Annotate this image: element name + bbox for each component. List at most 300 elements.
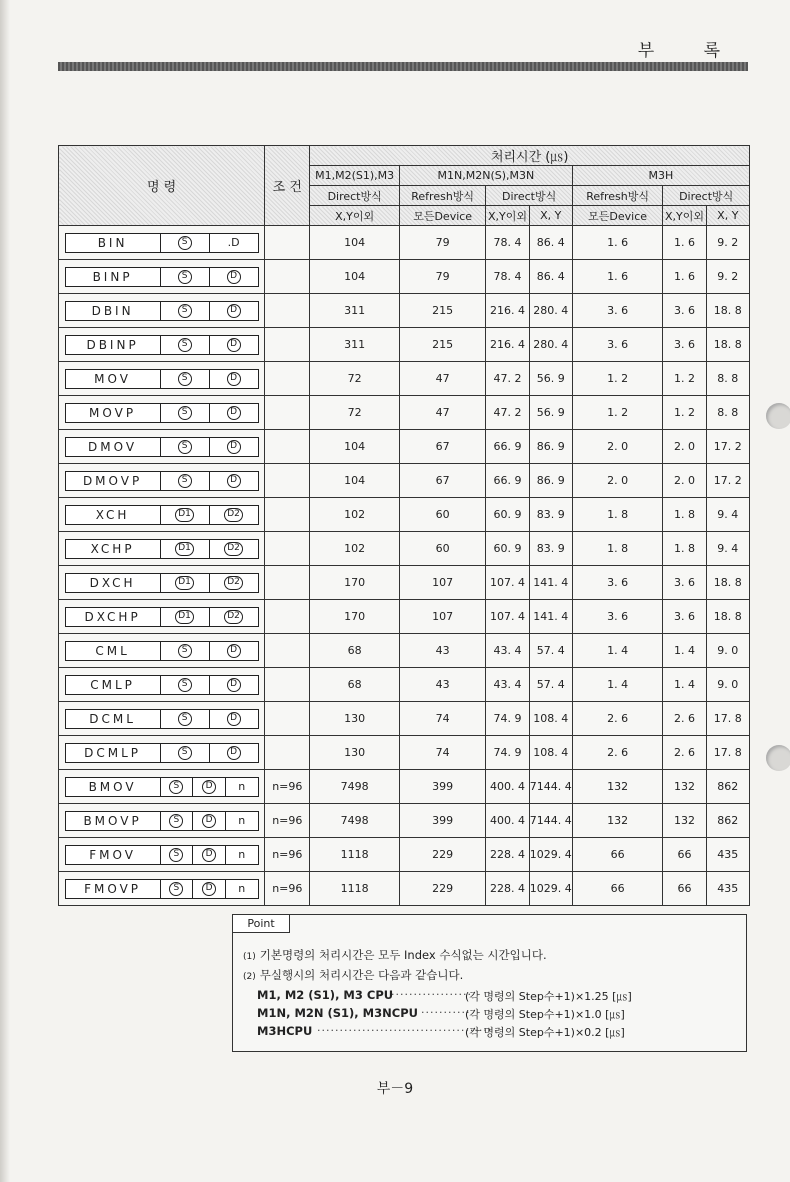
time-value-cell: 66. 9 bbox=[486, 430, 529, 464]
time-value-cell: 66. 9 bbox=[486, 464, 529, 498]
time-value-cell: 862 bbox=[706, 770, 749, 804]
operand-n: n bbox=[238, 882, 246, 895]
time-value-cell: 1. 2 bbox=[663, 396, 706, 430]
time-value-cell: 66 bbox=[572, 872, 663, 906]
instruction-symbol bbox=[65, 301, 259, 321]
time-value-cell: 102 bbox=[310, 498, 400, 532]
table-row bbox=[59, 872, 750, 906]
cpu-name-2: M1N, M2N (S1), M3NCPU bbox=[257, 1006, 418, 1020]
operand-d: D bbox=[202, 780, 216, 794]
time-value-cell: 280. 4 bbox=[529, 328, 572, 362]
header-method-direct-1: Direct방식 bbox=[310, 186, 400, 206]
instruction-name: BIN bbox=[66, 234, 161, 252]
table-row bbox=[59, 532, 750, 566]
time-value-cell: 86. 9 bbox=[529, 430, 572, 464]
time-value-cell: 104 bbox=[310, 464, 400, 498]
condition-cell bbox=[265, 702, 310, 736]
time-value-cell: 3. 6 bbox=[663, 566, 706, 600]
operand-s: S bbox=[178, 644, 192, 658]
time-value-cell: 67 bbox=[399, 430, 485, 464]
time-value-cell: 1118 bbox=[310, 872, 400, 906]
time-value-cell: 104 bbox=[310, 430, 400, 464]
instruction-symbol bbox=[65, 403, 259, 423]
operand-s: S bbox=[178, 372, 192, 386]
operand-cell bbox=[210, 744, 258, 762]
table-row bbox=[59, 464, 750, 498]
time-value-cell: 311 bbox=[310, 294, 400, 328]
operand-d: D bbox=[227, 474, 241, 488]
time-value-cell: 83. 9 bbox=[529, 532, 572, 566]
operand-d: D bbox=[227, 440, 241, 454]
table-row bbox=[59, 736, 750, 770]
condition-cell bbox=[265, 362, 310, 396]
operand-cell bbox=[210, 404, 258, 422]
operand-cell bbox=[226, 880, 258, 898]
time-value-cell: 1029. 4 bbox=[529, 838, 572, 872]
time-value-cell: 56. 9 bbox=[529, 396, 572, 430]
operand-cell bbox=[193, 778, 226, 796]
time-value-cell: 3. 6 bbox=[572, 566, 663, 600]
instruction-symbol bbox=[65, 879, 259, 899]
instruction-symbol bbox=[65, 573, 259, 593]
instruction-cell bbox=[59, 566, 265, 600]
time-value-cell: 57. 4 bbox=[529, 668, 572, 702]
time-value-cell: 862 bbox=[706, 804, 749, 838]
time-value-cell: 67 bbox=[399, 464, 485, 498]
instruction-name: FMOV bbox=[66, 846, 161, 864]
operand-cell bbox=[210, 710, 258, 728]
time-value-cell: 280. 4 bbox=[529, 294, 572, 328]
header-processing-time: 처리시간 (㎲) bbox=[310, 146, 750, 166]
processing-time-table bbox=[58, 145, 750, 906]
time-value-cell: 17. 8 bbox=[706, 736, 749, 770]
operand-cell bbox=[161, 812, 194, 830]
operand-s: S bbox=[169, 814, 183, 828]
header-sub-xy-2: X, Y bbox=[706, 206, 749, 226]
binder-hole-top bbox=[766, 403, 790, 429]
operand-n: n bbox=[238, 848, 246, 861]
condition-cell bbox=[265, 600, 310, 634]
time-value-cell: 3. 6 bbox=[663, 328, 706, 362]
instruction-name: DCML bbox=[66, 710, 161, 728]
table-row bbox=[59, 396, 750, 430]
time-value-cell: 399 bbox=[399, 804, 485, 838]
instruction-cell bbox=[59, 702, 265, 736]
time-value-cell: 3. 6 bbox=[663, 600, 706, 634]
time-value-cell: 228. 4 bbox=[486, 838, 529, 872]
time-value-cell: 3. 6 bbox=[572, 294, 663, 328]
header-sub-xy-except-2: X,Y이외 bbox=[486, 206, 529, 226]
instruction-cell bbox=[59, 634, 265, 668]
time-value-cell: 78. 4 bbox=[486, 226, 529, 260]
operand-s: S bbox=[178, 440, 192, 454]
operand-cell bbox=[210, 642, 258, 660]
time-value-cell: 1. 6 bbox=[572, 260, 663, 294]
time-value-cell: 9. 2 bbox=[706, 260, 749, 294]
time-value-cell: 132 bbox=[572, 770, 663, 804]
operand-cell bbox=[193, 812, 226, 830]
operand-d1: D1 bbox=[175, 508, 194, 522]
table-header bbox=[59, 146, 750, 226]
operand-cell bbox=[210, 540, 258, 558]
condition-cell bbox=[265, 566, 310, 600]
operand-cell bbox=[161, 540, 210, 558]
time-value-cell: 1. 6 bbox=[572, 226, 663, 260]
condition-cell bbox=[265, 294, 310, 328]
operand-cell bbox=[161, 336, 210, 354]
operand-s: S bbox=[169, 780, 183, 794]
time-value-cell: 74. 9 bbox=[486, 736, 529, 770]
time-value-cell: 107. 4 bbox=[486, 600, 529, 634]
time-value-cell: 1. 8 bbox=[572, 498, 663, 532]
operand-cell bbox=[161, 778, 194, 796]
time-value-cell: 86. 4 bbox=[529, 260, 572, 294]
instruction-cell bbox=[59, 736, 265, 770]
header-title: 부 록 bbox=[637, 41, 742, 61]
instruction-name: DXCHP bbox=[66, 608, 161, 626]
condition-cell bbox=[265, 634, 310, 668]
instruction-symbol bbox=[65, 471, 259, 491]
operand-d: D bbox=[227, 644, 241, 658]
instruction-cell bbox=[59, 294, 265, 328]
operand-cell bbox=[210, 676, 258, 694]
operand-d: D bbox=[202, 882, 216, 896]
time-value-cell: 107 bbox=[399, 600, 485, 634]
operand-cell bbox=[193, 846, 226, 864]
header-method-direct-3: Direct방식 bbox=[663, 186, 750, 206]
time-value-cell: 43. 4 bbox=[486, 668, 529, 702]
operand-d: D bbox=[227, 712, 241, 726]
time-value-cell: 47. 2 bbox=[486, 396, 529, 430]
time-value-cell: 9. 0 bbox=[706, 668, 749, 702]
time-value-cell: 47. 2 bbox=[486, 362, 529, 396]
operand-d2: D2 bbox=[224, 576, 243, 590]
instruction-symbol bbox=[65, 607, 259, 627]
instruction-symbol bbox=[65, 335, 259, 355]
operand-cell bbox=[193, 880, 226, 898]
time-value-cell: 2. 0 bbox=[572, 430, 663, 464]
instruction-symbol bbox=[65, 675, 259, 695]
operand-cell bbox=[210, 472, 258, 490]
time-value-cell: 57. 4 bbox=[529, 634, 572, 668]
leader-dots-3: ······································· bbox=[317, 1024, 493, 1037]
condition-cell: n=96 bbox=[265, 872, 310, 906]
operand-cell bbox=[161, 710, 210, 728]
condition-cell bbox=[265, 736, 310, 770]
time-value-cell: 229 bbox=[399, 838, 485, 872]
time-value-cell: 1029. 4 bbox=[529, 872, 572, 906]
operand-cell bbox=[226, 846, 258, 864]
instruction-symbol bbox=[65, 369, 259, 389]
operand-d: D bbox=[227, 746, 241, 760]
instruction-name: BMOVP bbox=[66, 812, 161, 830]
instruction-name: BMOV bbox=[66, 778, 161, 796]
instruction-cell bbox=[59, 532, 265, 566]
time-value-cell: 3. 6 bbox=[572, 328, 663, 362]
instruction-name: DXCH bbox=[66, 574, 161, 592]
time-value-cell: 216. 4 bbox=[486, 294, 529, 328]
operand-s: S bbox=[178, 236, 192, 250]
instruction-name: XCH bbox=[66, 506, 161, 524]
time-value-cell: 2. 6 bbox=[663, 736, 706, 770]
instruction-cell bbox=[59, 872, 265, 906]
operand-cell bbox=[161, 268, 210, 286]
point-box bbox=[232, 914, 747, 1052]
header-sub-all-device-1: 모든Device bbox=[399, 206, 485, 226]
condition-cell bbox=[265, 260, 310, 294]
time-value-cell: 66 bbox=[663, 838, 706, 872]
time-value-cell: 66 bbox=[663, 872, 706, 906]
page-edge-shadow bbox=[0, 0, 10, 1182]
operand-d: D bbox=[227, 372, 241, 386]
header-group-m1n: M1N,M2N(S),M3N bbox=[399, 166, 572, 186]
instruction-symbol bbox=[65, 845, 259, 865]
time-value-cell: 79 bbox=[399, 260, 485, 294]
instruction-symbol bbox=[65, 743, 259, 763]
header-condition: 조 건 bbox=[265, 146, 310, 226]
time-value-cell: 7498 bbox=[310, 804, 400, 838]
instruction-name: DMOVP bbox=[66, 472, 161, 490]
time-value-cell: 78. 4 bbox=[486, 260, 529, 294]
time-value-cell: 130 bbox=[310, 702, 400, 736]
operand-cell bbox=[210, 370, 258, 388]
cpu-formula-3: (각 명령의 Step수+1)×0.2 [㎲] bbox=[465, 1026, 625, 1039]
operand-d2: D2 bbox=[224, 542, 243, 556]
operand-d2: D2 bbox=[224, 508, 243, 522]
operand-cell bbox=[161, 370, 210, 388]
header-sub-xy-except-1: X,Y이외 bbox=[310, 206, 400, 226]
time-value-cell: 108. 4 bbox=[529, 702, 572, 736]
time-value-cell: 229 bbox=[399, 872, 485, 906]
instruction-name: CML bbox=[66, 642, 161, 660]
time-value-cell: 2. 0 bbox=[663, 430, 706, 464]
time-value-cell: 74 bbox=[399, 702, 485, 736]
time-value-cell: 1118 bbox=[310, 838, 400, 872]
cpu-formula-2: (각 명령의 Step수+1)×1.0 [㎲] bbox=[465, 1008, 625, 1021]
header-group-m3h: M3H bbox=[572, 166, 749, 186]
operand-cell bbox=[161, 472, 210, 490]
time-value-cell: 47 bbox=[399, 362, 485, 396]
operand-d: D bbox=[202, 848, 216, 862]
time-value-cell: 141. 4 bbox=[529, 600, 572, 634]
instruction-cell bbox=[59, 464, 265, 498]
instruction-cell bbox=[59, 430, 265, 464]
operand-d: D bbox=[227, 678, 241, 692]
instruction-symbol bbox=[65, 505, 259, 525]
time-value-cell: 400. 4 bbox=[486, 804, 529, 838]
table-row bbox=[59, 838, 750, 872]
time-value-cell: 2. 6 bbox=[663, 702, 706, 736]
condition-cell bbox=[265, 532, 310, 566]
time-value-cell: 1. 4 bbox=[663, 634, 706, 668]
time-value-cell: 3. 6 bbox=[663, 294, 706, 328]
header-rule bbox=[58, 62, 748, 71]
table-row bbox=[59, 668, 750, 702]
operand-d1: D1 bbox=[175, 542, 194, 556]
instruction-symbol bbox=[65, 811, 259, 831]
time-value-cell: 2. 0 bbox=[663, 464, 706, 498]
operand-cell bbox=[210, 302, 258, 320]
instruction-cell bbox=[59, 226, 265, 260]
instruction-symbol bbox=[65, 777, 259, 797]
header-sub-all-device-2: 모든Device bbox=[572, 206, 663, 226]
time-value-cell: 130 bbox=[310, 736, 400, 770]
condition-cell bbox=[265, 498, 310, 532]
operand-d: D bbox=[227, 270, 241, 284]
time-value-cell: 1. 2 bbox=[572, 362, 663, 396]
time-value-cell: 1. 8 bbox=[663, 532, 706, 566]
time-value-cell: 17. 2 bbox=[706, 430, 749, 464]
operand-cell bbox=[161, 880, 194, 898]
instruction-cell bbox=[59, 260, 265, 294]
operand-s: S bbox=[178, 712, 192, 726]
operand-cell bbox=[210, 234, 258, 252]
time-value-cell: 66 bbox=[572, 838, 663, 872]
page-number: 부－9 bbox=[376, 1081, 414, 1097]
instruction-name: DBIN bbox=[66, 302, 161, 320]
table-row bbox=[59, 566, 750, 600]
time-value-cell: 74. 9 bbox=[486, 702, 529, 736]
time-value-cell: 47 bbox=[399, 396, 485, 430]
condition-cell bbox=[265, 464, 310, 498]
cpu-name-1: M1, M2 (S1), M3 CPU bbox=[257, 988, 394, 1002]
operand-cell bbox=[210, 438, 258, 456]
time-value-cell: 141. 4 bbox=[529, 566, 572, 600]
binder-hole-bottom bbox=[766, 745, 790, 771]
instruction-name: MOV bbox=[66, 370, 161, 388]
header-group-m1: M1,M2(S1),M3 bbox=[310, 166, 400, 186]
time-value-cell: 1. 8 bbox=[663, 498, 706, 532]
operand-cell bbox=[161, 574, 210, 592]
time-value-cell: 9. 0 bbox=[706, 634, 749, 668]
instruction-cell bbox=[59, 362, 265, 396]
leader-dots-2: ··········· bbox=[421, 1006, 471, 1019]
table-row bbox=[59, 804, 750, 838]
table-row bbox=[59, 430, 750, 464]
operand-d: D bbox=[227, 406, 241, 420]
point-tag: Point bbox=[232, 914, 290, 933]
operand-cell bbox=[226, 812, 258, 830]
condition-cell bbox=[265, 430, 310, 464]
time-value-cell: 9. 4 bbox=[706, 498, 749, 532]
time-value-cell: 43. 4 bbox=[486, 634, 529, 668]
condition-cell: n=96 bbox=[265, 838, 310, 872]
operand-d1: D1 bbox=[175, 576, 194, 590]
instruction-symbol bbox=[65, 709, 259, 729]
note-1-number: (1) bbox=[243, 952, 256, 962]
time-value-cell: 102 bbox=[310, 532, 400, 566]
header-sub-xy-except-3: X,Y이외 bbox=[663, 206, 706, 226]
instruction-cell bbox=[59, 498, 265, 532]
time-value-cell: 1. 4 bbox=[572, 634, 663, 668]
time-value-cell: 1. 2 bbox=[572, 396, 663, 430]
time-value-cell: 9. 4 bbox=[706, 532, 749, 566]
note-2 bbox=[243, 967, 463, 983]
operand-cell bbox=[161, 234, 210, 252]
table-row bbox=[59, 498, 750, 532]
time-value-cell: 60 bbox=[399, 532, 485, 566]
time-value-cell: 107. 4 bbox=[486, 566, 529, 600]
time-value-cell: 74 bbox=[399, 736, 485, 770]
table-row bbox=[59, 634, 750, 668]
time-value-cell: 7144. 4 bbox=[529, 804, 572, 838]
time-value-cell: 1. 4 bbox=[663, 668, 706, 702]
operand-d2: D2 bbox=[224, 610, 243, 624]
operand-cell bbox=[161, 404, 210, 422]
time-value-cell: 132 bbox=[663, 804, 706, 838]
time-value-cell: 56. 9 bbox=[529, 362, 572, 396]
instruction-cell bbox=[59, 804, 265, 838]
time-value-cell: 43 bbox=[399, 668, 485, 702]
operand-n: n bbox=[238, 780, 246, 793]
instruction-name: CMLP bbox=[66, 676, 161, 694]
time-value-cell: 399 bbox=[399, 770, 485, 804]
time-value-cell: 1. 2 bbox=[663, 362, 706, 396]
instruction-symbol bbox=[65, 267, 259, 287]
condition-cell bbox=[265, 328, 310, 362]
time-value-cell: 1. 4 bbox=[572, 668, 663, 702]
time-value-cell: 104 bbox=[310, 260, 400, 294]
leader-dots-1: ·················· bbox=[391, 988, 472, 1001]
time-value-cell: 311 bbox=[310, 328, 400, 362]
operand-cell bbox=[226, 778, 258, 796]
time-value-cell: 79 bbox=[399, 226, 485, 260]
operand-cell bbox=[210, 506, 258, 524]
condition-cell bbox=[265, 668, 310, 702]
table-row bbox=[59, 362, 750, 396]
header-instruction: 명 령 bbox=[59, 146, 265, 226]
operand-d1: D1 bbox=[175, 610, 194, 624]
operand-n: n bbox=[238, 814, 246, 827]
note-1 bbox=[243, 947, 547, 963]
operand-s: S bbox=[178, 474, 192, 488]
instruction-cell bbox=[59, 668, 265, 702]
condition-cell: n=96 bbox=[265, 804, 310, 838]
instruction-cell bbox=[59, 838, 265, 872]
table-row bbox=[59, 702, 750, 736]
operand-s: S bbox=[178, 746, 192, 760]
time-value-cell: 2. 6 bbox=[572, 702, 663, 736]
table-row bbox=[59, 294, 750, 328]
operand-cell bbox=[161, 676, 210, 694]
time-value-cell: 72 bbox=[310, 396, 400, 430]
instruction-cell bbox=[59, 770, 265, 804]
header-method-refresh-1: Refresh방식 bbox=[399, 186, 485, 206]
time-value-cell: 18. 8 bbox=[706, 294, 749, 328]
time-value-cell: 43 bbox=[399, 634, 485, 668]
time-value-cell: 18. 8 bbox=[706, 600, 749, 634]
condition-cell: n=96 bbox=[265, 770, 310, 804]
cpu-formula-1: (각 명령의 Step수+1)×1.25 [㎲] bbox=[465, 990, 632, 1003]
operand-cell bbox=[161, 846, 194, 864]
time-value-cell: 8. 8 bbox=[706, 396, 749, 430]
time-value-cell: 1. 8 bbox=[572, 532, 663, 566]
time-value-cell: 7144. 4 bbox=[529, 770, 572, 804]
cpu-name-3: M3HCPU bbox=[257, 1024, 313, 1038]
time-value-cell: 68 bbox=[310, 668, 400, 702]
condition-cell bbox=[265, 396, 310, 430]
operand-d: D bbox=[227, 338, 241, 352]
header-method-direct-2: Direct방식 bbox=[486, 186, 572, 206]
operand-cell bbox=[161, 608, 210, 626]
operand-d: D bbox=[227, 304, 241, 318]
time-value-cell: 2. 6 bbox=[572, 736, 663, 770]
operand-s: S bbox=[178, 678, 192, 692]
time-value-cell: 435 bbox=[706, 838, 749, 872]
operand-s: S bbox=[178, 270, 192, 284]
time-value-cell: 108. 4 bbox=[529, 736, 572, 770]
time-value-cell: 86. 9 bbox=[529, 464, 572, 498]
